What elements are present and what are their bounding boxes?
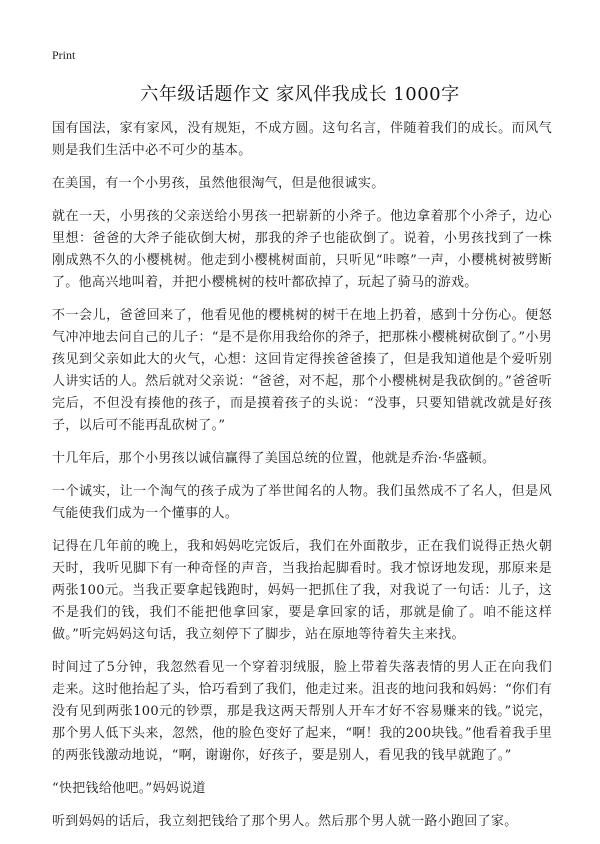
paragraph: 一个诚实，让一个淘气的孩子成为了举世闻名的人物。我们虽然成不了名人，但是风气能使我们成为一个懂事的人。 [52, 484, 552, 521]
paragraph: 不一会儿，爸爸回来了，他看见他的樱桃树的树干在地上扔着，感到十分伤心。便怒气冲冲地去问自己的儿子：“是不是你用我给你的斧子，把那株小樱桃树砍倒了。”小男孩见到父亲如此大的火气，心想：这回肯定得挨爸爸揍了，但是我知道他是个爱听别人讲实话的人。然后就对父亲说：“爸爸，对不起，那个小樱桃树是我砍倒的。”爸爸听完后，不但没有揍他的孩子，而是摸着孩子的头说：“没事，只要知错就改就是好孩子，以后可不能再乱砍树了。” [52, 308, 552, 433]
paragraph: 国有国法，家有家风，没有规矩，不成方圆。这句名言，伴随着我们的成长。而风气则是我们生活中必不可少的基本。 [52, 121, 552, 158]
paragraph: “快把钱给他吧。”妈妈说道 [52, 781, 206, 796]
article-title: 六年级话题作文 家风伴我成长 1000字 [140, 84, 460, 105]
paragraph: 时间过了5分钟，我忽然看见一个穿着羽绒服，脸上带着失落表情的男人正在向我们走来。这时他抬起了头，恰巧看到了我们，他走过来。沮丧的地问我和妈妈：“你们有没有见到两张100元的钞票，那是我这两天帮别人开车才好不容易赚来的钱。”说完，那个男人低下头来，忽然，他的脸色变好了起来，“啊！我的200块钱。”他看着我手里的两张钱激动地说，“啊，谢谢你，好孩子，要是别人，看见我的钱早就跑了。” [52, 660, 552, 763]
article-body [52, 118, 552, 844]
print-link[interactable]: Print [52, 48, 76, 62]
paragraph: 就在一天，小男孩的父亲送给小男孩一把崭新的小斧子。他边拿着那个小斧子，边心里想：爸爸的大斧子能砍倒大树，那我的斧子也能砍倒了。说着，小男孩找到了一株刚成熟不久的小樱桃树。他走到小樱桃树面前，只听见“咔嚓”一声，小樱桃树被劈断了。他高兴地叫着，并把小樱桃树的枝叶都砍掉了，玩起了骑马的游戏。 [52, 209, 552, 290]
paragraph: 记得在几年前的晚上，我和妈妈吃完饭后，我们在外面散步，正在我们说得正热火朝天时，我听见脚下有一种奇怪的声音，当我抬起脚看时。我才惊讶地发现，那原来是两张100元。当我正要拿起钱跑时，妈妈一把抓住了我，对我说了一句话：儿子，这不是我们的钱，我们不能把他拿回家，要是拿回家的话，那就是偷了。咱不能这样做。”听完妈妈这句话，我立刻停下了脚步，站在原地等待着失主来找。 [52, 539, 552, 642]
paragraph: 在美国，有一个小男孩，虽然他很淘气，但是他很诚实。 [52, 176, 385, 191]
paragraph: 听到妈妈的话后，我立刻把钱给了那个男人。然后那个男人就一路小跑回了家。 [52, 814, 518, 829]
paragraph: 十几年后，那个小男孩以诚信赢得了美国总统的位置，他就是乔治·华盛顿。 [52, 451, 496, 466]
